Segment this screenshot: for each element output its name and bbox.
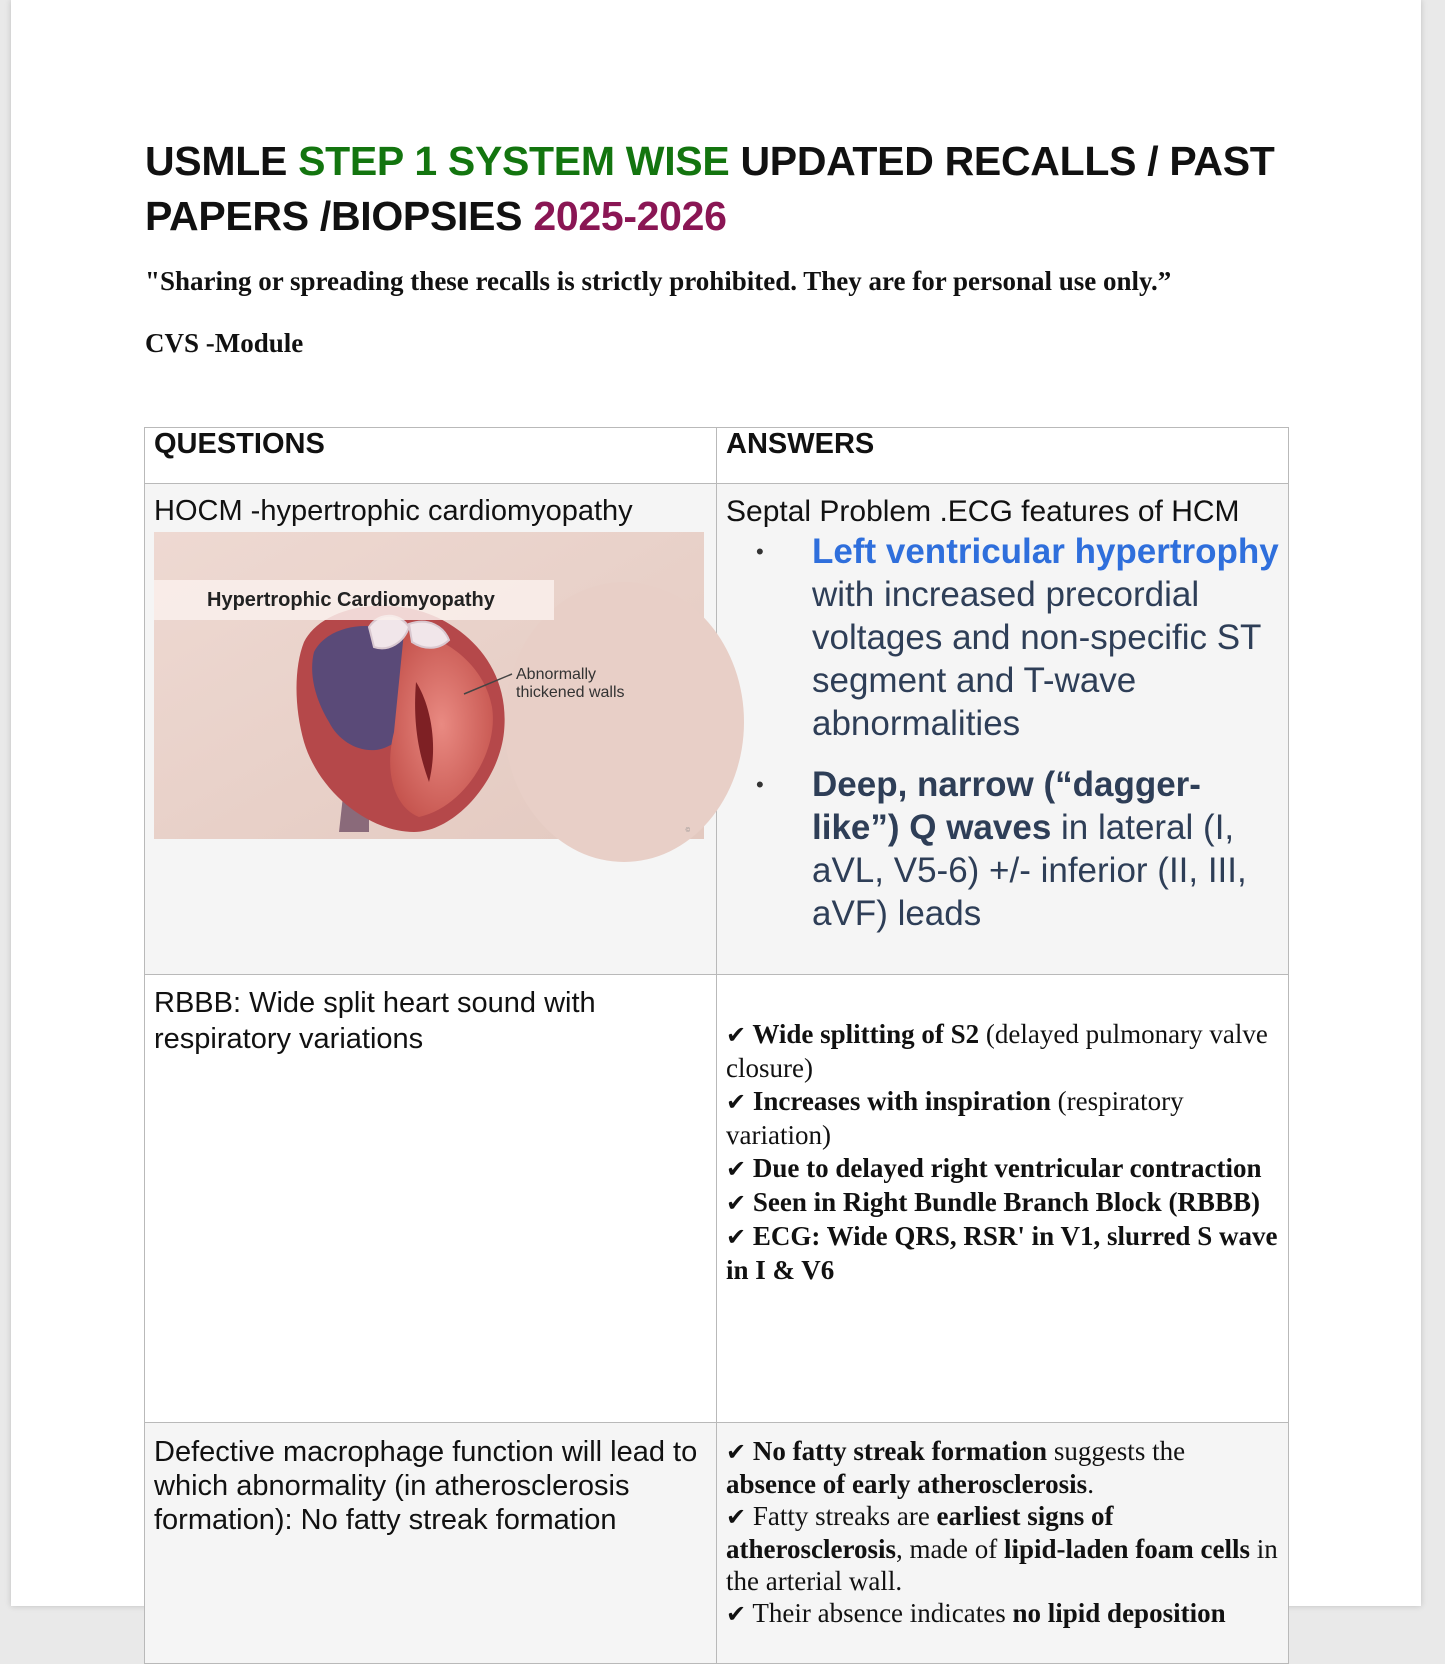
answer-plain: Fatty streaks are <box>746 1501 937 1531</box>
question-text: Defective macrophage function will lead to which abnormality (in atherosclerosis formation): No fatty streak formation <box>154 1436 698 1536</box>
answer-bold: ECG: Wide QRS, RSR' in V1, slurred S wave in I & V6 <box>726 1221 1278 1285</box>
answer-cell <box>717 975 1289 1423</box>
answer-rest: (delayed pulmonary valve closure) <box>726 1019 1268 1083</box>
feature-rest: with increased precordial voltages and non-specific ST segment and T-wave abnormalities <box>812 575 1261 743</box>
title-usmle: USMLE <box>145 138 299 184</box>
answer-bold: Seen in Right Bundle Branch Block (RBBB) <box>746 1187 1260 1217</box>
answer-bold: no lipid deposition <box>1012 1598 1226 1628</box>
list-item <box>726 1500 1279 1597</box>
feature-bold: Deep, narrow (“dagger-like”) Q waves <box>812 765 1201 847</box>
rbbb-answer-list <box>726 1018 1279 1287</box>
answer-plain: , made of <box>895 1534 1004 1564</box>
document-title <box>145 134 1295 244</box>
figure-label-line1: Abnormally <box>516 666 597 683</box>
bullet-icon: • <box>756 539 764 564</box>
list-item <box>726 1018 1279 1085</box>
list-item <box>726 1597 1279 1630</box>
ecg-features-list <box>726 530 1279 935</box>
list-item <box>726 1220 1279 1287</box>
list-item <box>726 1435 1279 1500</box>
header-questions: QUESTIONS <box>145 428 717 484</box>
feature-rest: in lateral (I, aVL, V5-6) +/- inferior (II, III, aVF) leads <box>812 808 1247 933</box>
table-header-row <box>145 428 1289 484</box>
checkmark-icon: ✔ <box>726 1438 747 1466</box>
list-item <box>726 1186 1279 1220</box>
question-cell <box>145 1423 717 1664</box>
question-cell <box>145 975 717 1423</box>
answer-cell <box>717 1423 1289 1664</box>
module-heading: CVS -Module <box>145 328 304 358</box>
answer-bold: lipid-laden foam cells <box>1003 1534 1250 1564</box>
answer-plain: . <box>1087 1469 1094 1499</box>
list-item <box>726 1085 1279 1152</box>
answer-bold: Wide splitting of S2 <box>746 1019 980 1049</box>
checkmark-icon: ✔ <box>726 1088 747 1116</box>
question-text: RBBB: Wide split heart sound with respiratory variations <box>154 987 596 1055</box>
table-row <box>145 484 1289 975</box>
title-year: 2025-2026 <box>533 193 727 239</box>
disclaimer: "Sharing or spreading these recalls is strictly prohibited. They are for personal use only.” <box>145 266 1172 296</box>
document-page <box>11 0 1421 1628</box>
question-cell <box>145 484 717 975</box>
figure-label-line2: thickened walls <box>516 684 625 701</box>
checkmark-icon: ✔ <box>726 1600 747 1628</box>
checkmark-icon: ✔ <box>726 1155 747 1183</box>
answer-bold: Due to delayed right ventricular contraction <box>746 1153 1262 1183</box>
answer-intro: Septal Problem .ECG features of HCM <box>726 495 1240 528</box>
hcm-heart-illustration <box>154 532 704 839</box>
checkmark-icon: ✔ <box>726 1503 747 1531</box>
answer-plain: in the arterial wall. <box>726 1534 1278 1596</box>
list-item <box>726 530 1279 745</box>
answer-plain: suggests the <box>1047 1436 1186 1466</box>
list-item <box>726 763 1279 935</box>
answer-cell <box>717 484 1289 975</box>
title-step1-system-wise: STEP 1 SYSTEM WISE <box>298 138 730 184</box>
answer-bold: earliest signs of atherosclerosis <box>726 1501 1114 1564</box>
feature-bold: Left ventricular hypertrophy <box>812 532 1279 571</box>
title-updated-recalls: UPDATED RECALLS / PAST PAPERS /BIOPSIES <box>145 138 1275 239</box>
checkmark-icon: ✔ <box>726 1223 747 1251</box>
answer-rest: (respiratory variation) <box>726 1086 1184 1150</box>
answer-bold: No fatty streak formation <box>746 1436 1048 1466</box>
header-answers: ANSWERS <box>717 428 1289 484</box>
bullet-icon: • <box>756 772 764 797</box>
checkmark-icon: ✔ <box>726 1021 747 1049</box>
table-row <box>145 1423 1289 1664</box>
checkmark-icon: ✔ <box>726 1189 747 1217</box>
answer-bold: Increases with inspiration <box>746 1086 1051 1116</box>
fatty-streak-answer <box>726 1435 1279 1630</box>
answer-plain: Their absence indicates <box>746 1598 1013 1628</box>
svg-text:©: © <box>685 828 690 834</box>
figure-label <box>516 666 666 702</box>
figure-title: Hypertrophic Cardiomyopathy <box>154 580 554 620</box>
qa-table <box>144 427 1289 1664</box>
table-row <box>145 975 1289 1423</box>
list-item <box>726 1152 1279 1186</box>
question-text: HOCM -hypertrophic cardiomyopathy <box>154 495 633 527</box>
answer-bold: absence of early atherosclerosis <box>726 1469 1088 1499</box>
